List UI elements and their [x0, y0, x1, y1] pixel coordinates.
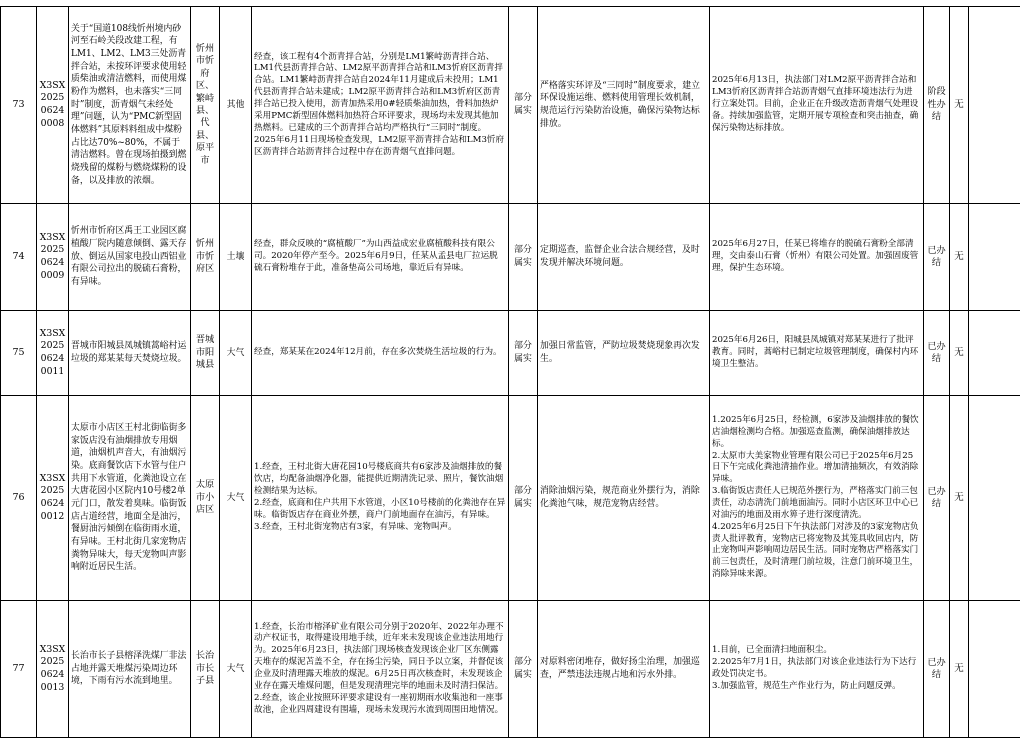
verification-result [252, 601, 509, 738]
row-number: 75 [1, 311, 37, 396]
row-number: 76 [1, 396, 37, 601]
handling-requirement: 定期巡查，监督企业合法合规经营，及时发现并解决环境问题。 [538, 204, 710, 311]
table-row [1, 311, 1020, 396]
rectification-status: 2025年6月13日，执法部门对LM2原平沥青拌合站和LM3忻府区沥青拌合站沥青烟气直排环境违法行为进行立案处罚。目前，企业正在升级改造沥青烟气处理设备。持续加强监管，定期开展专项检查和突击抽查，确保污染物达标排放。 [710, 7, 924, 204]
accountability: 无 [950, 7, 969, 204]
rectification-item: 1.目前，已全面清扫地面积尘。 [712, 645, 832, 656]
verification-item: 1.经查，长治市榕泽矿业有限公司分别于2020年、2022年办理不动产权证书，取得建设用地手续，近年来未发现该企业违法用地行为。2025年6月23日，执法部门现场核查发现该企业厂区东侧露天堆存的煤泥苫盖不全，存在扬尘污染，同日予以立案，并督促该企业及时清理露天堆放的煤泥。6月25日再次核查时，未发现该企业存在露天堆煤问题，但是发现清理完毕的地面未及时清扫保洁。 [254, 621, 504, 691]
admin-area: 忻州市忻府区、繁峙县、代县、原平市 [191, 7, 220, 204]
table-row [1, 601, 1020, 738]
truth-attribute: 部分属实 [509, 204, 538, 311]
complaint-content: 晋城市阳城县凤城镇蒿峪村运垃圾的郑某某每天焚烧垃圾。 [69, 311, 191, 396]
pollution-type: 其他 [220, 7, 252, 204]
truth-attribute: 部分属实 [509, 396, 538, 601]
verification-item: 3.经查，王村北街宠物店有3家，有异味、宠物叫声。 [254, 521, 457, 532]
verification-item: 2.经查，该企业按照环评要求建设有一座初期雨水收集池和一座事故池，企业四周建设有围墙，现场未发现污水流到周围田地情况。 [254, 692, 504, 715]
admin-area: 太原市小店区 [191, 396, 220, 601]
complaint-content: 长治市长子县榕泽洗煤厂非法占地并露天堆煤污染周边环境，下雨有污水流到地里。 [69, 601, 191, 738]
handling-requirement: 对原料密闭堆存，做好扬尘治理，加强巡查，严禁违法违规占地和污水外排。 [538, 601, 710, 738]
complaint-content: 太原市小店区王村北街临街多家饭店没有油烟排放专用烟道，油烟机声音大，有油烟污染。底商餐饮店下水管与住户共用下水管道，化粪池设立在大唐花园小区院内10号楼2单元门口，散发着臭味。临街饭店占道经营，地面全是油污，餐厨油污倾倒在临街雨水道，有异味。王村北街几家宠物店粪物异味大，每天宠物叫声影响附近居民生活。 [69, 396, 191, 601]
rectification-status: 2025年6月27日，任某已将堆存的脱硫石膏粉全部清理，交由泰山石膏（忻州）有限公司处置。加强固废管理，保护生态环境。 [710, 204, 924, 311]
complaint-content: 忻州市忻府区禹王工业园区腐植酸厂院内随意倾倒、露天存放、倒运从国家电投山西铝业有限公司拉出的脱硫石膏粉，有异味。 [69, 204, 191, 311]
accountability: 无 [950, 396, 969, 601]
rectification-status [710, 601, 924, 738]
admin-area: 晋城市阳城县 [191, 311, 220, 396]
case-code: X3SX202506240008 [37, 7, 69, 204]
case-status: 已办结 [924, 601, 950, 738]
case-code: X3SX202506240011 [37, 311, 69, 396]
pollution-type: 大气 [220, 311, 252, 396]
table-row [1, 7, 1020, 204]
case-status: 阶段性办结 [924, 7, 950, 204]
case-code: X3SX202506240013 [37, 601, 69, 738]
rectification-item: 3.加强监管，规范生产作业行为，防止问题反弹。 [712, 680, 901, 691]
admin-area: 长治市长子县 [191, 601, 220, 738]
handling-requirement: 消除油烟污染，规范商业外摆行为，消除化粪池气味，规范宠物店经营。 [538, 396, 710, 601]
case-status: 已办结 [924, 396, 950, 601]
accountability: 无 [950, 311, 969, 396]
case-status: 已办结 [924, 311, 950, 396]
handling-requirement: 严格落实环评及“三同时”制度要求，建立环保设施运维、燃料使用管理长效机制，规范运行污染防治设施，确保污染物达标排放。 [538, 7, 710, 204]
rectification-status: 2025年6月26日，阳城县凤城镇对郑某某进行了批评教育。同时，蒿峪村已制定垃圾管理制度，确保村内环境卫生整洁。 [710, 311, 924, 396]
row-number: 77 [1, 601, 37, 738]
row-number: 74 [1, 204, 37, 311]
verification-item: 1.经查，王村北街大唐花园10号楼底商共有6家涉及油烟排放的餐饮店，均配备油烟净化器，能提供近期清洗记录、照片，餐饮油烟检测结果为达标。 [254, 462, 504, 497]
table-row [1, 396, 1020, 601]
admin-area: 忻州市忻府区 [191, 204, 220, 311]
case-code: X3SX202506240012 [37, 396, 69, 601]
rectification-item: 4.2025年6月25日下午执法部门对涉及的3家宠物店负责人批评教育，宠物店已将宠物及其笼具收回店内，防止宠物叫声影响周边居民生活。同时宠物店严格落实门前三包责任，及时清理门前垃圾，注意门前环境卫生，消除异味来源。 [712, 521, 919, 580]
rectification-item: 2.太原市大美家物业管理有限公司已于2025年6月25日下午完成化粪池清抽作业。增加清抽频次，有效消除异味。 [712, 450, 919, 485]
pollution-type: 土壤 [220, 204, 252, 311]
truth-attribute: 部分属实 [509, 7, 538, 204]
pollution-type: 大气 [220, 601, 252, 738]
petition-table [0, 6, 1020, 738]
verification-result [252, 396, 509, 601]
verification-result: 经查，群众反映的“腐植酸厂”为山西益成宏业腐植酸科技有限公司。2020年停产至今。2025年6月9日，任某从孟县电厂拉运脱硫石膏粉堆存于此，准备垫高公司场地，靠近后有异味。 [252, 204, 509, 311]
pollution-type: 大气 [220, 396, 252, 601]
truth-attribute: 部分属实 [509, 311, 538, 396]
rectification-item: 3.临街饭店责任人已规范外摆行为，严格落实门前三包责任，动态清洗门前地面油污。同时小店区环卫中心已对油污的地面及雨水箅子进行深度清洗。 [712, 486, 919, 520]
verification-result: 经查，郑某某在2024年12月前，存在多次焚烧生活垃圾的行为。 [252, 311, 509, 396]
verification-item: 2.经查，底商和住户共用下水管道，小区10号楼前的化粪池存在异味。临街饭店存在商业外摆，商户门前地面存在油污，有异味。 [254, 498, 506, 520]
row-number: 73 [1, 7, 37, 204]
table-row [1, 204, 1020, 311]
rectification-item: 1.2025年6月25日，经检测，6家涉及油烟排放的餐饮店油烟检测均合格。加强巡查监测，确保油烟排放达标。 [712, 414, 919, 449]
accountability: 无 [950, 601, 969, 738]
case-code: X3SX202506240009 [37, 204, 69, 311]
handling-requirement: 加强日常监管，严防垃圾焚烧现象再次发生。 [538, 311, 710, 396]
complaint-content: 关于“国道108线忻州境内砂河至石岭关段改建工程，有LM1、LM2、LM3三处沥青拌合站，未按环评要求使用轻质柴油或清洁燃料，而使用煤粉作为燃料，也未落实“三同时”制度，沥青烟气未经处理”问题，认为“PMC新型固体燃料”其原料料组成中煤粉占比达70%~80%，不属于清洁燃料。曾在现场拍摄到燃烧残留的煤粉与燃烧煤粉的设备，以及排放的浓烟。 [69, 7, 191, 204]
case-status: 已办结 [924, 204, 950, 311]
verification-result: 经查，该工程有4个沥青拌合站，分别是LM1繁峙沥青拌合站、LM1代县沥青拌合站、LM2原平沥青拌合站和LM3忻府区沥青拌合站。LM1繁峙沥青拌合站自2024年11月建成后未投用；LM1代县沥青拌合站未建成；LM2原平沥青拌合站和LM3忻府区沥青拌合站已投入使用，沥青加热采用0#轻质柴油加热，骨料加热炉采用PMC新型固体燃料加热符合环评要求，现场均未发现其他加热燃料。已建成的三个沥青拌合站均严格执行“三同时”制度。2025年6月11日现场检查发现，LM2原平沥青拌合站和LM3忻府区沥青拌合站沥青拌合过程中存在沥青烟气直排问题。 [252, 7, 509, 204]
accountability: 无 [950, 204, 969, 311]
truth-attribute: 部分属实 [509, 601, 538, 738]
rectification-item: 2.2025年7月1日，执法部门对该企业违法行为下达行政处罚决定书。 [712, 657, 917, 679]
rectification-status [710, 396, 924, 601]
